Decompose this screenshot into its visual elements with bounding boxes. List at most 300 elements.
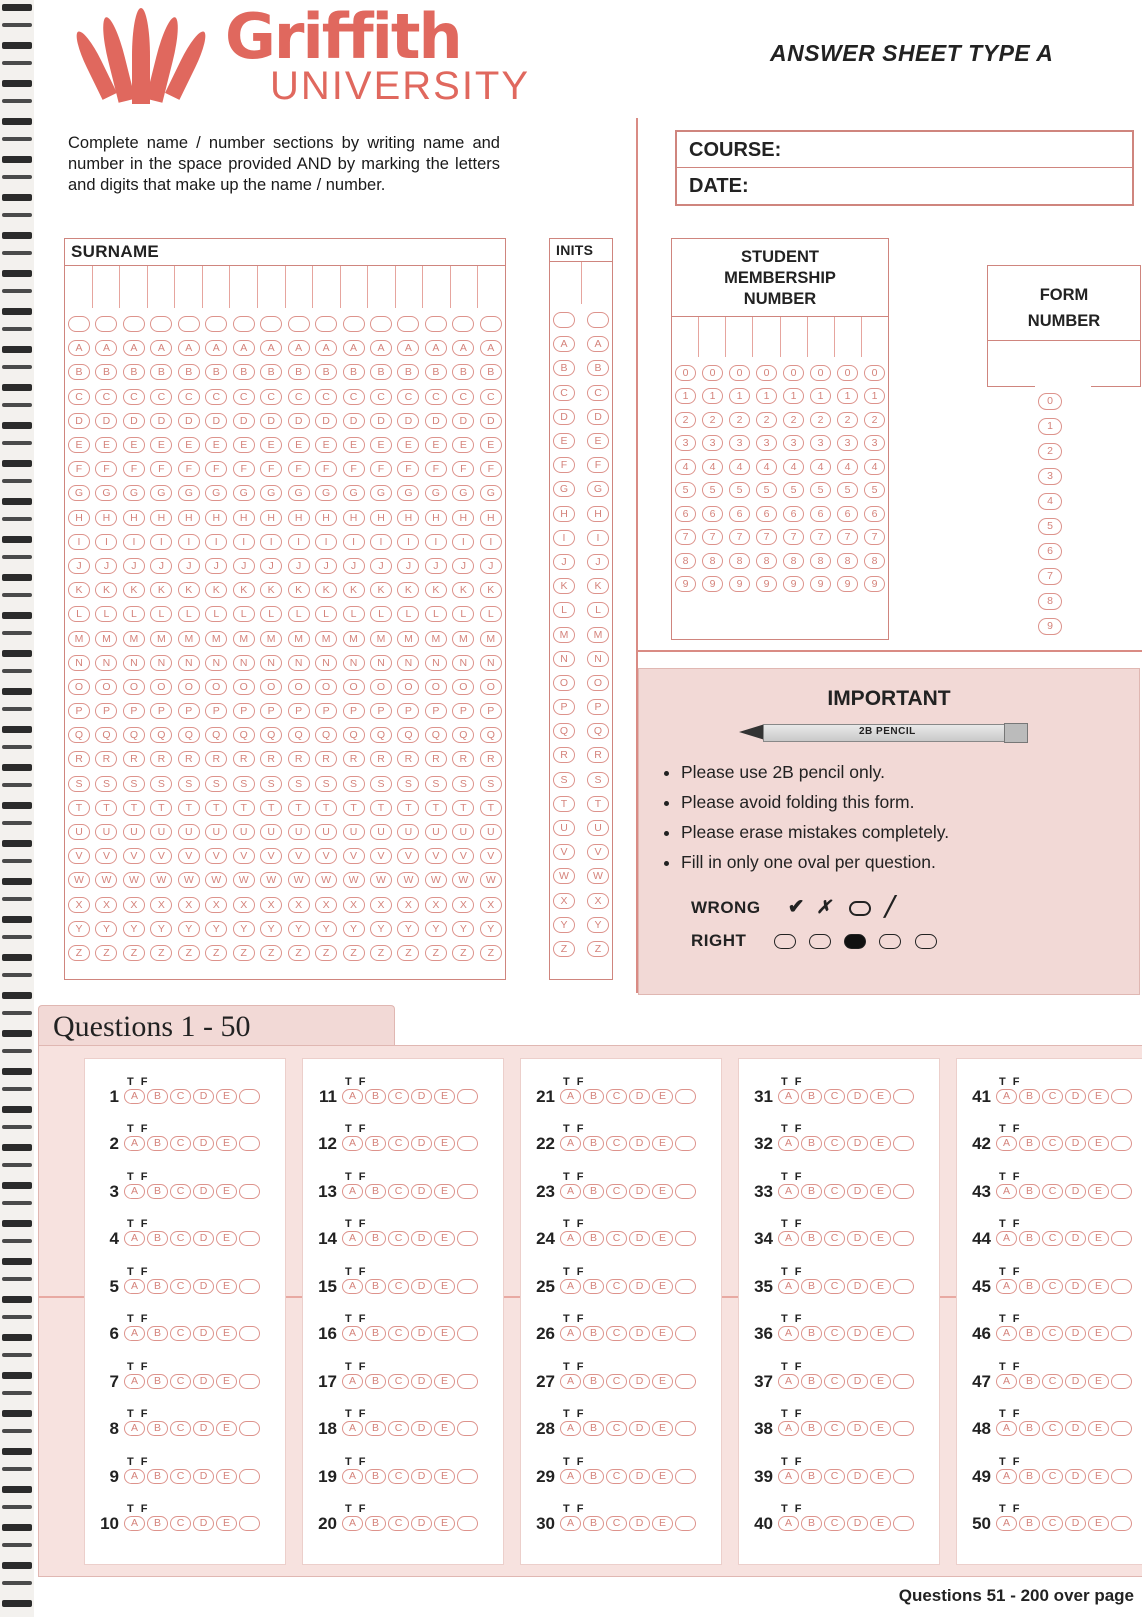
answer-bubble[interactable]: 5 bbox=[864, 482, 885, 498]
write-cell[interactable] bbox=[341, 266, 369, 308]
answer-bubble[interactable]: E bbox=[216, 1374, 237, 1389]
answer-bubble[interactable]: B bbox=[583, 1279, 604, 1294]
answer-bubble[interactable]: A bbox=[560, 1326, 581, 1341]
answer-bubble[interactable] bbox=[233, 316, 255, 332]
question-row[interactable] bbox=[303, 1202, 503, 1250]
answer-bubble[interactable]: Y bbox=[553, 917, 575, 933]
answer-bubble[interactable]: K bbox=[425, 582, 447, 598]
answer-bubble[interactable]: V bbox=[480, 848, 502, 864]
answer-bubble[interactable]: Q bbox=[123, 727, 145, 743]
answer-bubble[interactable]: Y bbox=[452, 921, 474, 937]
answer-bubble[interactable]: L bbox=[480, 606, 502, 622]
answer-bubble[interactable]: S bbox=[480, 776, 502, 792]
answer-bubble[interactable]: K bbox=[397, 582, 419, 598]
answer-bubble[interactable]: R bbox=[95, 751, 117, 767]
answer-bubble[interactable]: O bbox=[397, 679, 419, 695]
answer-bubble[interactable]: T bbox=[315, 800, 337, 816]
answer-bubble[interactable]: T bbox=[397, 800, 419, 816]
answer-bubble[interactable]: 9 bbox=[783, 576, 804, 592]
answer-bubble[interactable]: 8 bbox=[1038, 593, 1062, 610]
answer-bubble[interactable]: 7 bbox=[864, 529, 885, 545]
question-row[interactable] bbox=[739, 1392, 939, 1440]
answer-bubble[interactable]: E bbox=[870, 1374, 891, 1389]
write-cell[interactable] bbox=[175, 266, 203, 308]
answer-bubble[interactable]: T bbox=[343, 800, 365, 816]
answer-bubble[interactable]: D bbox=[1065, 1516, 1086, 1531]
answer-bubble[interactable]: S bbox=[425, 776, 447, 792]
answer-bubble[interactable]: 7 bbox=[837, 529, 858, 545]
answer-bubble[interactable]: U bbox=[370, 824, 392, 840]
answer-bubble[interactable]: E bbox=[434, 1516, 455, 1531]
answer-bubble[interactable] bbox=[457, 1516, 478, 1531]
answer-bubble[interactable]: D bbox=[1065, 1136, 1086, 1151]
answer-bubble[interactable]: N bbox=[343, 655, 365, 671]
answer-bubble[interactable]: E bbox=[652, 1231, 673, 1246]
write-cell[interactable] bbox=[550, 262, 582, 304]
answer-bubble[interactable]: S bbox=[452, 776, 474, 792]
answer-bubble[interactable]: J bbox=[233, 558, 255, 574]
answer-bubble[interactable] bbox=[893, 1469, 914, 1484]
answer-bubble[interactable]: D bbox=[370, 413, 392, 429]
answer-bubble[interactable]: G bbox=[480, 485, 502, 501]
answer-bubble[interactable]: D bbox=[480, 413, 502, 429]
answer-bubble[interactable]: Z bbox=[370, 945, 392, 961]
answer-bubble[interactable]: Y bbox=[425, 921, 447, 937]
answer-bubble[interactable]: 0 bbox=[1038, 393, 1062, 410]
answer-bubble[interactable]: R bbox=[587, 747, 609, 763]
answer-bubble[interactable]: C bbox=[288, 389, 310, 405]
answer-bubble[interactable]: Q bbox=[150, 727, 172, 743]
answer-bubble[interactable]: C bbox=[1042, 1136, 1063, 1151]
answer-bubble[interactable]: C bbox=[824, 1136, 845, 1151]
answer-bubble[interactable]: M bbox=[68, 631, 90, 647]
answer-bubble[interactable]: T bbox=[260, 800, 282, 816]
answer-bubble[interactable]: B bbox=[150, 364, 172, 380]
answer-bubble[interactable]: A bbox=[342, 1279, 363, 1294]
answer-bubble[interactable]: W bbox=[587, 868, 609, 884]
answer-bubble[interactable]: A bbox=[205, 340, 227, 356]
answer-bubble[interactable]: B bbox=[288, 364, 310, 380]
answer-bubble[interactable]: 9 bbox=[864, 576, 885, 592]
question-column[interactable] bbox=[84, 1058, 286, 1565]
answer-bubble[interactable]: 7 bbox=[810, 529, 831, 545]
answer-bubble[interactable]: H bbox=[343, 510, 365, 526]
answer-bubble[interactable]: A bbox=[370, 340, 392, 356]
answer-bubble[interactable]: J bbox=[150, 558, 172, 574]
answer-bubble[interactable]: A bbox=[124, 1469, 145, 1484]
answer-bubble[interactable]: T bbox=[233, 800, 255, 816]
answer-bubble[interactable]: D bbox=[629, 1374, 650, 1389]
answer-bubble[interactable]: G bbox=[68, 485, 90, 501]
answer-bubble[interactable]: P bbox=[150, 703, 172, 719]
answer-bubble[interactable]: P bbox=[233, 703, 255, 719]
answer-bubble[interactable]: J bbox=[288, 558, 310, 574]
answer-bubble[interactable]: B bbox=[1019, 1421, 1040, 1436]
answer-bubble[interactable]: W bbox=[480, 872, 502, 888]
answer-bubble[interactable]: H bbox=[553, 506, 575, 522]
answer-bubble[interactable]: E bbox=[123, 437, 145, 453]
surname-panel[interactable] bbox=[64, 238, 506, 980]
answer-bubble[interactable]: C bbox=[388, 1136, 409, 1151]
answer-bubble[interactable]: X bbox=[553, 893, 575, 909]
answer-bubble[interactable] bbox=[397, 316, 419, 332]
answer-bubble[interactable]: J bbox=[370, 558, 392, 574]
answer-bubble[interactable]: W bbox=[260, 872, 282, 888]
answer-bubble[interactable]: D bbox=[68, 413, 90, 429]
answer-bubble[interactable]: D bbox=[343, 413, 365, 429]
question-row[interactable] bbox=[739, 1249, 939, 1297]
answer-bubble[interactable]: K bbox=[150, 582, 172, 598]
answer-bubble[interactable]: 9 bbox=[729, 576, 750, 592]
course-label[interactable]: COURSE: bbox=[677, 132, 1132, 168]
answer-bubble[interactable]: 5 bbox=[810, 482, 831, 498]
answer-bubble[interactable]: E bbox=[1088, 1469, 1109, 1484]
answer-bubble[interactable]: B bbox=[801, 1421, 822, 1436]
write-cell[interactable] bbox=[286, 266, 314, 308]
answer-bubble[interactable]: E bbox=[652, 1516, 673, 1531]
answer-bubble[interactable]: 1 bbox=[675, 388, 696, 404]
answer-bubble[interactable]: M bbox=[260, 631, 282, 647]
answer-bubble[interactable]: U bbox=[68, 824, 90, 840]
answer-bubble[interactable]: E bbox=[480, 437, 502, 453]
answer-bubble[interactable]: E bbox=[870, 1469, 891, 1484]
answer-bubble[interactable]: B bbox=[801, 1469, 822, 1484]
answer-bubble[interactable]: B bbox=[205, 364, 227, 380]
answer-bubble[interactable]: E bbox=[425, 437, 447, 453]
surname-bubble-grid[interactable] bbox=[65, 308, 505, 970]
question-column[interactable] bbox=[738, 1058, 940, 1565]
answer-bubble[interactable]: E bbox=[870, 1089, 891, 1104]
answer-bubble[interactable]: J bbox=[480, 558, 502, 574]
answer-bubble[interactable]: T bbox=[553, 796, 575, 812]
answer-bubble[interactable]: N bbox=[288, 655, 310, 671]
answer-bubble[interactable]: 7 bbox=[729, 529, 750, 545]
answer-bubble[interactable]: C bbox=[170, 1469, 191, 1484]
answer-bubble[interactable]: C bbox=[606, 1516, 627, 1531]
answer-bubble[interactable]: S bbox=[260, 776, 282, 792]
answer-bubble[interactable] bbox=[1111, 1279, 1132, 1294]
answer-bubble[interactable]: E bbox=[452, 437, 474, 453]
answer-bubble[interactable]: A bbox=[342, 1374, 363, 1389]
answer-bubble[interactable]: O bbox=[480, 679, 502, 695]
answer-bubble[interactable]: 4 bbox=[837, 459, 858, 475]
answer-bubble[interactable]: B bbox=[233, 364, 255, 380]
answer-bubble[interactable]: 4 bbox=[810, 459, 831, 475]
answer-bubble[interactable]: D bbox=[847, 1421, 868, 1436]
question-row[interactable] bbox=[303, 1249, 503, 1297]
answer-bubble[interactable]: L bbox=[315, 606, 337, 622]
answer-bubble[interactable]: C bbox=[397, 389, 419, 405]
answer-bubble[interactable]: C bbox=[388, 1469, 409, 1484]
answer-bubble[interactable]: V bbox=[370, 848, 392, 864]
answer-bubble[interactable]: L bbox=[553, 602, 575, 618]
question-row[interactable] bbox=[521, 1059, 721, 1107]
answer-bubble[interactable]: K bbox=[452, 582, 474, 598]
write-cell[interactable] bbox=[230, 266, 258, 308]
answer-bubble[interactable]: E bbox=[652, 1184, 673, 1199]
answer-bubble[interactable]: G bbox=[370, 485, 392, 501]
answer-bubble[interactable]: A bbox=[996, 1516, 1017, 1531]
answer-bubble[interactable] bbox=[893, 1184, 914, 1199]
answer-bubble[interactable]: 9 bbox=[837, 576, 858, 592]
answer-bubble[interactable]: Y bbox=[370, 921, 392, 937]
answer-bubble[interactable]: X bbox=[233, 897, 255, 913]
answer-bubble[interactable]: P bbox=[205, 703, 227, 719]
answer-bubble[interactable]: A bbox=[560, 1374, 581, 1389]
question-column[interactable] bbox=[520, 1058, 722, 1565]
answer-bubble[interactable]: R bbox=[452, 751, 474, 767]
answer-bubble[interactable] bbox=[457, 1184, 478, 1199]
answer-bubble[interactable]: A bbox=[778, 1374, 799, 1389]
answer-bubble[interactable]: D bbox=[193, 1136, 214, 1151]
answer-bubble[interactable]: L bbox=[425, 606, 447, 622]
answer-bubble[interactable]: U bbox=[587, 820, 609, 836]
answer-bubble[interactable]: A bbox=[778, 1469, 799, 1484]
answer-bubble[interactable]: 3 bbox=[864, 435, 885, 451]
question-row[interactable] bbox=[521, 1297, 721, 1345]
answer-bubble[interactable]: B bbox=[147, 1469, 168, 1484]
answer-bubble[interactable]: 4 bbox=[729, 459, 750, 475]
answer-bubble[interactable]: U bbox=[288, 824, 310, 840]
answer-bubble[interactable]: R bbox=[425, 751, 447, 767]
answer-bubble[interactable]: W bbox=[553, 868, 575, 884]
question-row[interactable] bbox=[957, 1344, 1142, 1392]
answer-bubble[interactable]: I bbox=[315, 534, 337, 550]
answer-bubble[interactable]: A bbox=[124, 1184, 145, 1199]
answer-bubble[interactable]: U bbox=[397, 824, 419, 840]
answer-bubble[interactable]: P bbox=[123, 703, 145, 719]
answer-bubble[interactable]: M bbox=[95, 631, 117, 647]
answer-bubble[interactable]: M bbox=[178, 631, 200, 647]
question-row[interactable] bbox=[521, 1202, 721, 1250]
answer-bubble[interactable]: E bbox=[1088, 1184, 1109, 1199]
answer-bubble[interactable]: A bbox=[342, 1231, 363, 1246]
answer-bubble[interactable]: H bbox=[587, 506, 609, 522]
question-row[interactable] bbox=[521, 1154, 721, 1202]
answer-bubble[interactable]: K bbox=[123, 582, 145, 598]
answer-bubble[interactable]: J bbox=[205, 558, 227, 574]
answer-bubble[interactable]: 0 bbox=[864, 365, 885, 381]
answer-bubble[interactable]: D bbox=[193, 1089, 214, 1104]
write-cell[interactable] bbox=[699, 317, 726, 357]
answer-bubble[interactable]: E bbox=[216, 1421, 237, 1436]
answer-bubble[interactable]: 4 bbox=[702, 459, 723, 475]
question-row[interactable] bbox=[739, 1297, 939, 1345]
question-row[interactable] bbox=[303, 1487, 503, 1535]
answer-bubble[interactable]: E bbox=[216, 1231, 237, 1246]
answer-bubble[interactable]: 3 bbox=[837, 435, 858, 451]
answer-bubble[interactable]: X bbox=[150, 897, 172, 913]
answer-bubble[interactable]: P bbox=[425, 703, 447, 719]
answer-bubble[interactable]: T bbox=[370, 800, 392, 816]
answer-bubble[interactable]: C bbox=[824, 1184, 845, 1199]
answer-bubble[interactable]: D bbox=[847, 1089, 868, 1104]
answer-bubble[interactable]: H bbox=[260, 510, 282, 526]
answer-bubble[interactable]: D bbox=[260, 413, 282, 429]
answer-bubble[interactable]: D bbox=[397, 413, 419, 429]
answer-bubble[interactable] bbox=[1111, 1516, 1132, 1531]
answer-bubble[interactable]: N bbox=[150, 655, 172, 671]
answer-bubble[interactable]: C bbox=[824, 1326, 845, 1341]
answer-bubble[interactable]: A bbox=[124, 1279, 145, 1294]
question-column[interactable] bbox=[956, 1058, 1142, 1565]
answer-bubble[interactable]: W bbox=[425, 872, 447, 888]
answer-bubble[interactable]: C bbox=[606, 1184, 627, 1199]
answer-bubble[interactable]: I bbox=[370, 534, 392, 550]
answer-bubble[interactable]: A bbox=[778, 1279, 799, 1294]
answer-bubble[interactable]: E bbox=[216, 1516, 237, 1531]
answer-bubble[interactable]: C bbox=[170, 1516, 191, 1531]
answer-bubble[interactable]: O bbox=[553, 675, 575, 691]
answer-bubble[interactable]: K bbox=[370, 582, 392, 598]
answer-bubble[interactable]: R bbox=[260, 751, 282, 767]
answer-bubble[interactable]: B bbox=[365, 1231, 386, 1246]
answer-bubble[interactable]: A bbox=[397, 340, 419, 356]
answer-bubble[interactable]: 8 bbox=[702, 553, 723, 569]
answer-bubble[interactable] bbox=[239, 1469, 260, 1484]
answer-bubble[interactable]: B bbox=[801, 1326, 822, 1341]
answer-bubble[interactable]: J bbox=[178, 558, 200, 574]
answer-bubble[interactable]: U bbox=[553, 820, 575, 836]
answer-bubble[interactable]: B bbox=[365, 1421, 386, 1436]
answer-bubble[interactable]: D bbox=[193, 1326, 214, 1341]
answer-bubble[interactable] bbox=[150, 316, 172, 332]
answer-bubble[interactable] bbox=[68, 316, 90, 332]
answer-bubble[interactable]: W bbox=[178, 872, 200, 888]
answer-bubble[interactable]: C bbox=[388, 1184, 409, 1199]
answer-bubble[interactable]: W bbox=[370, 872, 392, 888]
answer-bubble[interactable]: A bbox=[560, 1421, 581, 1436]
answer-bubble[interactable]: P bbox=[587, 699, 609, 715]
answer-bubble[interactable]: A bbox=[315, 340, 337, 356]
answer-bubble[interactable]: U bbox=[150, 824, 172, 840]
answer-bubble[interactable]: B bbox=[1019, 1231, 1040, 1246]
answer-bubble[interactable]: C bbox=[425, 389, 447, 405]
answer-bubble[interactable] bbox=[370, 316, 392, 332]
answer-bubble[interactable]: M bbox=[425, 631, 447, 647]
answer-bubble[interactable]: K bbox=[315, 582, 337, 598]
answer-bubble[interactable]: J bbox=[95, 558, 117, 574]
questions-area[interactable] bbox=[38, 1045, 1142, 1577]
answer-bubble[interactable]: D bbox=[411, 1516, 432, 1531]
answer-bubble[interactable]: S bbox=[150, 776, 172, 792]
answer-bubble[interactable]: 3 bbox=[1038, 468, 1062, 485]
answer-bubble[interactable]: A bbox=[778, 1136, 799, 1151]
answer-bubble[interactable]: D bbox=[629, 1469, 650, 1484]
answer-bubble[interactable]: V bbox=[288, 848, 310, 864]
answer-bubble[interactable]: Z bbox=[553, 941, 575, 957]
answer-bubble[interactable]: G bbox=[233, 485, 255, 501]
answer-bubble[interactable]: D bbox=[193, 1469, 214, 1484]
answer-bubble[interactable]: D bbox=[193, 1231, 214, 1246]
answer-bubble[interactable]: I bbox=[553, 530, 575, 546]
answer-bubble[interactable]: 6 bbox=[1038, 543, 1062, 560]
answer-bubble[interactable]: Z bbox=[123, 945, 145, 961]
question-row[interactable] bbox=[303, 1439, 503, 1487]
answer-bubble[interactable]: A bbox=[342, 1469, 363, 1484]
answer-bubble[interactable]: E bbox=[68, 437, 90, 453]
answer-bubble[interactable]: 5 bbox=[837, 482, 858, 498]
answer-bubble[interactable]: G bbox=[425, 485, 447, 501]
answer-bubble[interactable]: C bbox=[1042, 1469, 1063, 1484]
answer-bubble[interactable]: E bbox=[1088, 1136, 1109, 1151]
write-cell[interactable] bbox=[753, 317, 780, 357]
answer-bubble[interactable]: B bbox=[1019, 1326, 1040, 1341]
answer-bubble[interactable]: D bbox=[233, 413, 255, 429]
answer-bubble[interactable]: A bbox=[996, 1231, 1017, 1246]
answer-bubble[interactable]: D bbox=[411, 1089, 432, 1104]
answer-bubble[interactable]: E bbox=[434, 1326, 455, 1341]
answer-bubble[interactable]: A bbox=[996, 1089, 1017, 1104]
answer-bubble[interactable]: B bbox=[425, 364, 447, 380]
surname-write-row[interactable] bbox=[65, 265, 505, 308]
answer-bubble[interactable]: D bbox=[1065, 1089, 1086, 1104]
answer-bubble[interactable] bbox=[457, 1089, 478, 1104]
answer-bubble[interactable]: 8 bbox=[729, 553, 750, 569]
answer-bubble[interactable]: Z bbox=[480, 945, 502, 961]
answer-bubble[interactable]: D bbox=[288, 413, 310, 429]
answer-bubble[interactable]: K bbox=[95, 582, 117, 598]
answer-bubble[interactable]: E bbox=[1088, 1231, 1109, 1246]
answer-bubble[interactable]: A bbox=[553, 336, 575, 352]
answer-bubble[interactable]: A bbox=[587, 336, 609, 352]
answer-bubble[interactable]: X bbox=[95, 897, 117, 913]
answer-bubble[interactable]: E bbox=[216, 1326, 237, 1341]
answer-bubble[interactable]: V bbox=[343, 848, 365, 864]
answer-bubble[interactable]: B bbox=[1019, 1136, 1040, 1151]
answer-bubble[interactable]: M bbox=[205, 631, 227, 647]
answer-bubble[interactable]: R bbox=[233, 751, 255, 767]
answer-bubble[interactable] bbox=[425, 316, 447, 332]
answer-bubble[interactable]: L bbox=[370, 606, 392, 622]
answer-bubble[interactable]: G bbox=[587, 481, 609, 497]
answer-bubble[interactable]: I bbox=[452, 534, 474, 550]
answer-bubble[interactable]: C bbox=[480, 389, 502, 405]
answer-bubble[interactable]: O bbox=[178, 679, 200, 695]
answer-bubble[interactable]: C bbox=[343, 389, 365, 405]
answer-bubble[interactable]: F bbox=[343, 461, 365, 477]
answer-bubble[interactable]: 7 bbox=[702, 529, 723, 545]
answer-bubble[interactable]: N bbox=[452, 655, 474, 671]
answer-bubble[interactable]: N bbox=[205, 655, 227, 671]
answer-bubble[interactable]: R bbox=[397, 751, 419, 767]
answer-bubble[interactable]: S bbox=[553, 772, 575, 788]
answer-bubble[interactable] bbox=[675, 1374, 696, 1389]
answer-bubble[interactable]: K bbox=[260, 582, 282, 598]
answer-bubble[interactable]: Q bbox=[178, 727, 200, 743]
answer-bubble[interactable]: P bbox=[95, 703, 117, 719]
answer-bubble[interactable]: C bbox=[1042, 1326, 1063, 1341]
answer-bubble[interactable]: J bbox=[553, 554, 575, 570]
answer-bubble[interactable]: Y bbox=[68, 921, 90, 937]
answer-bubble[interactable]: Z bbox=[452, 945, 474, 961]
answer-bubble[interactable]: G bbox=[315, 485, 337, 501]
answer-bubble[interactable]: S bbox=[397, 776, 419, 792]
answer-bubble[interactable]: B bbox=[147, 1136, 168, 1151]
answer-bubble[interactable]: 4 bbox=[675, 459, 696, 475]
answer-bubble[interactable]: L bbox=[343, 606, 365, 622]
answer-bubble[interactable]: 6 bbox=[837, 506, 858, 522]
answer-bubble[interactable]: H bbox=[178, 510, 200, 526]
answer-bubble[interactable]: F bbox=[587, 457, 609, 473]
answer-bubble[interactable]: I bbox=[343, 534, 365, 550]
answer-bubble[interactable]: T bbox=[150, 800, 172, 816]
answer-bubble[interactable]: S bbox=[288, 776, 310, 792]
answer-bubble[interactable]: C bbox=[150, 389, 172, 405]
answer-bubble[interactable]: B bbox=[801, 1279, 822, 1294]
answer-bubble[interactable] bbox=[675, 1184, 696, 1199]
answer-bubble[interactable]: 2 bbox=[837, 412, 858, 428]
